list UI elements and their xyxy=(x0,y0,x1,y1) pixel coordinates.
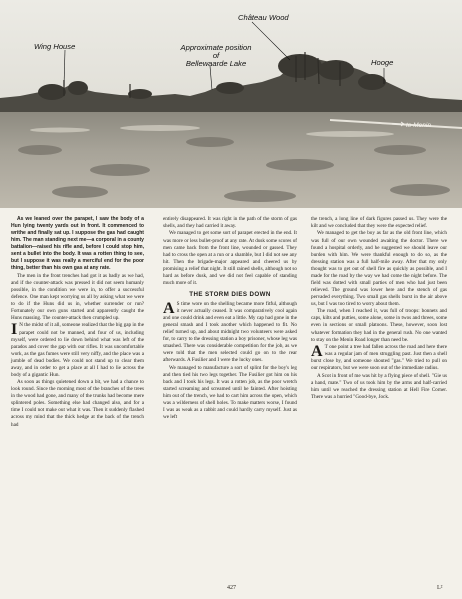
paragraph-dropcap xyxy=(163,301,297,364)
paragraph-text: T one point a tree had fallen across the road and here there was a regular jam of men struggling past. Just then a shell burst close by, and someone shouted "gas." We tried to pull on our respirators, but we were soon out of the immediate radius. xyxy=(311,344,447,372)
battlefield-photo xyxy=(0,0,462,208)
page-number: 427 xyxy=(227,585,236,591)
paragraph: the trench, a long line of dark figures passed us. They were the kilt and we concluded that they were the expected relief. xyxy=(311,216,447,230)
paragraph: We managed to get some sort of parapet erected in the end. It was more or less bullet-proof at any rate. At dusk some scores of men came back from the front line, wounded or gassed. They had to cross the open at a run or a shamble, but I did not see any hit. Then the brigade-major appeared and cheered us by promising a relief that night. It still rained shells, although not so hard as before dusk, and we did not feel capable of standing much more of it. xyxy=(163,230,297,286)
dropcap: A xyxy=(311,343,323,361)
paragraph: As soon as things quietened down a bit, we had a chance to look round. Since the morning most of the branches of the trees in the wood had gone, and many of the trunks had become mere splintered poles. Something else had changed also, and for a time I could not make out what it was. Then it suddenly flashed across my mind that the thick hedge at the back of the trench had xyxy=(11,379,144,428)
caption-bellewaarde-lake xyxy=(174,44,258,68)
paragraph-dropcap xyxy=(311,344,447,372)
caption-hooge: Hooge xyxy=(371,58,394,67)
caption-chateau-wood: Château Wood xyxy=(238,13,289,22)
caption-wing-house: Wing House xyxy=(34,42,76,51)
dropcap: I xyxy=(11,321,18,339)
caption-approx-line1: Approximate position xyxy=(180,43,252,52)
sheet-mark: L² xyxy=(437,585,443,591)
text-column-1 xyxy=(11,216,144,429)
dropcap: A xyxy=(163,299,175,317)
paragraph-bold-intro: As we leaned over the parapet, I saw the body of a Hun lying twenty yards out in front. It commenced to writhe and finally sat up. I suppose the gas had caught him. The man standing next me—a corporal in a county battalion—raised his rifle and, before I could stop him, sent a bullet into the body. It was a rotten thing to see, but I suppose it was really a merciful end for the poor thing, better than his own gas at any rate. xyxy=(11,216,144,272)
paragraph-text: S time wore on the shelling became more fitful, although it never actually ceased. It was comparatively cool again and one could drink and even eat a little. My cap had gone in the general smash and I took another which happened to fit. No relief turned up, and about midnight two volunteers were asked for, to carry to the dressing station a boy prisoner, whose leg was smashed. There was considerable competition for the job, as we were told that the men selected could go on to the rear afterwards. A Fusilier and I were the lucky ones. xyxy=(163,300,297,364)
text-column-2 xyxy=(163,216,297,421)
paragraph: The men in the front trenches had got it as badly as we had, and if the counter-attack was pressed it did not seem humanly possible, in the condition we were in, to offer a successful defence. One man kept worrying us all by asking what we were to do if the Huns did us in, whether surrender or run? Fortunately our own guns started and apparently caught the Huns massing. The counter-attack then crumpled up. xyxy=(11,272,144,322)
text-column-3 xyxy=(311,216,447,401)
paragraph: A Scot in front of me was hit by a flying piece of shell. "Gie us a hand, mate." Two of us took him by the arms and half-carried him until we reached the dressing station at Hell Fire Corner. There was a hurried "Good-bye, Jock. xyxy=(311,372,447,400)
caption-approx-line3: Bellewaarde Lake xyxy=(185,59,247,68)
paragraph-text: N the midst of it all, someone realized that the big gap in the parapet could not be manned, and four of us, including myself, were ordered to lie down behind what was left of the parados and cover the gap with our rifles. It was uncomfortable work, as the gas fumes were still very niffy, and the place was a jumble of dead bodies. We could not stand up to clear them away, and in order to get a place at all I had to lie across the body of a gigantic Hun. xyxy=(11,322,144,378)
paragraph: entirely disappeared. It was right in the path of the storm of gas shells, and they had carried it away. xyxy=(163,216,297,230)
caption-approx-line2: of xyxy=(212,51,220,60)
paragraph: We managed to get the boy as far as the old front line, which was full of our own wounded awaiting the doctor. There we found a hospital orderly, and he suggested we should leave our burden with him. We were thankful enough to do so, as the dressing station was a full half-mile away. After that my only thought was to get out of shell fire as quickly as possible, and I made for the road by the way we had come the night before. The field was dotted with small parties of men who had just been relieved. The ground was lower here and the stench of gas pervaded everything. Two small gas shells burst in the air above us, but I was too tired to worry about them. xyxy=(311,230,447,307)
paragraph: We managed to manufacture a sort of splint for the boy's leg and then tied his two legs together. The Fusilier got him on his back and I took his legs. It was a rotten job, as the poor wretch started screaming and screamed until he fainted. After hoisting him out of the trench, we had to cart him across the open, which was a wilderness of shell holes. To make matters worse, I found I was as weak as a rabbit and could hardly carry myself. Just as we left xyxy=(163,364,297,421)
paragraph-dropcap xyxy=(11,322,144,378)
paragraph: The road, when I reached it, was full of troops: bonnets and caps, kilts and putties, some alone, some in twos and threes, some even in sections or small platoons. These, however, soon lost whatever formation they had in the general rush. No one wanted to stay on the Menin Road longer than need be. xyxy=(311,308,447,343)
caption-to-menin: to Menin xyxy=(406,122,431,129)
section-heading: THE STORM DIES DOWN xyxy=(189,290,271,298)
